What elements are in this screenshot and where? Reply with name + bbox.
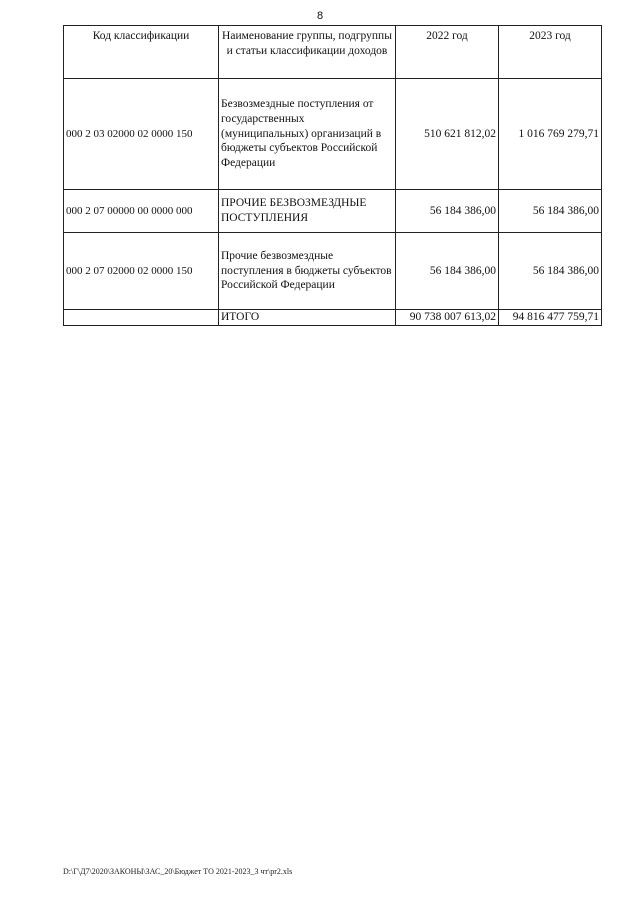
row-value-2022: 510 621 812,02: [396, 79, 499, 190]
table-row: [64, 190, 602, 233]
row-value-2023: 56 184 386,00: [499, 190, 602, 233]
header-name: Наименование группы, подгруппы и статьи классификации доходов: [219, 26, 396, 79]
total-row: [64, 310, 602, 326]
row-code: 000 2 07 02000 02 0000 150: [64, 233, 219, 310]
table-row: [64, 233, 602, 310]
row-name: Прочие безвозмездные поступления в бюджеты субъектов Российской Федерации: [219, 233, 396, 310]
table-header-row: [64, 26, 602, 79]
header-year-2023: 2023 год: [499, 26, 602, 79]
row-code: 000 2 03 02000 02 0000 150: [64, 79, 219, 190]
table-row: [64, 79, 602, 190]
total-value-2023: 94 816 477 759,71: [499, 310, 602, 326]
row-code: 000 2 07 00000 00 0000 000: [64, 190, 219, 233]
row-value-2022: 56 184 386,00: [396, 233, 499, 310]
row-value-2023: 1 016 769 279,71: [499, 79, 602, 190]
page-number: 8: [316, 10, 324, 22]
total-value-2022: 90 738 007 613,02: [396, 310, 499, 326]
file-path-footer: D:\Г\Д7\2020\ЗАКОНЫ\ЗАС_20\Бюджет ТО 2021-2023_3 чт\pr2.xls: [63, 867, 293, 876]
row-value-2022: 56 184 386,00: [396, 190, 499, 233]
revenue-table: [63, 25, 602, 326]
row-value-2023: 56 184 386,00: [499, 233, 602, 310]
total-label: ИТОГО: [219, 310, 396, 326]
total-code: [64, 310, 219, 326]
row-name: ПРОЧИЕ БЕЗВОЗМЕЗДНЫЕ ПОСТУПЛЕНИЯ: [219, 190, 396, 233]
header-year-2022: 2022 год: [396, 26, 499, 79]
header-code: Код классификации: [64, 26, 219, 79]
row-name: Безвозмездные поступления от государственных (муниципальных) организаций в бюджеты субъектов Российской Федерации: [219, 79, 396, 190]
